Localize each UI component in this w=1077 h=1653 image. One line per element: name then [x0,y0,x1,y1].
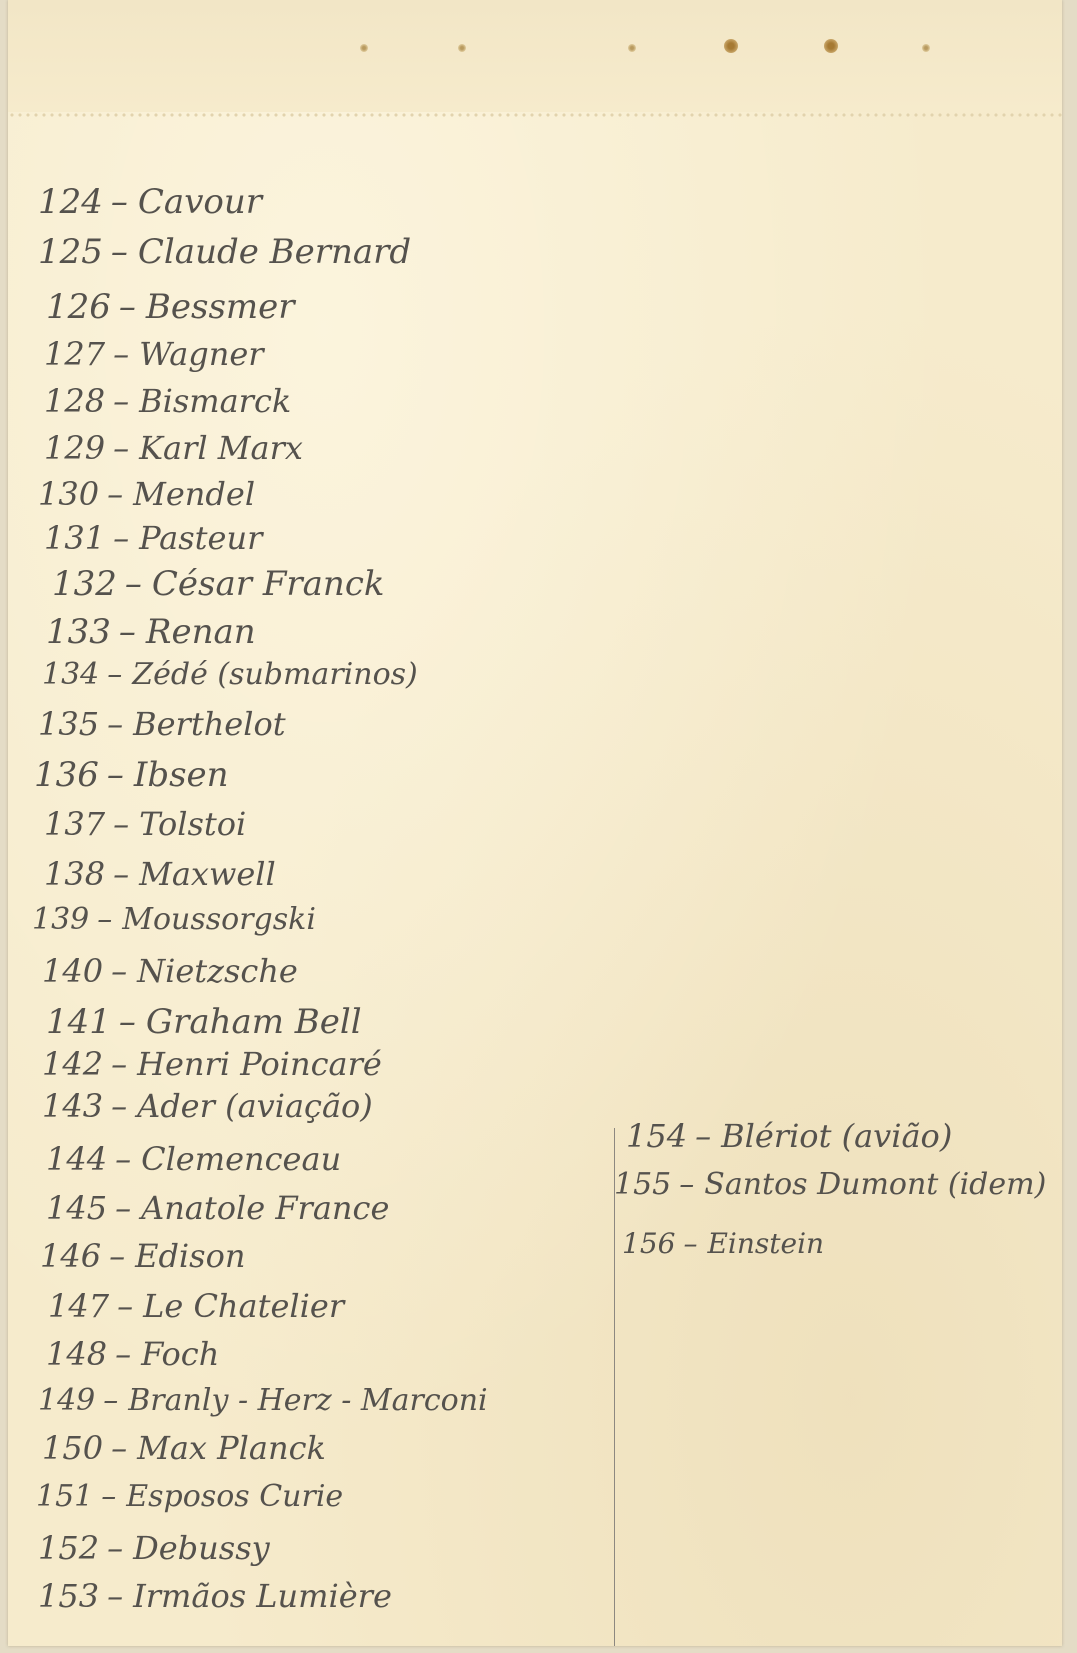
entry-dash: – [679,1167,695,1202]
list-entry [42,1429,326,1467]
entry-number: 135 [38,705,100,743]
list-entry [44,805,247,843]
entry-number: 145 [46,1189,108,1227]
list-entry [38,705,286,743]
entry-name: Bismarck [139,382,292,420]
entry-name: Claude Bernard [137,232,412,272]
entry-number: 156 [622,1227,676,1260]
entry-name: Einstein [707,1227,825,1260]
entry-name: César Franck [151,564,385,604]
entry-number: 154 [626,1117,688,1155]
entry-name: Foch [141,1335,220,1373]
list-entry [36,1479,344,1514]
entry-name: Bessmer [145,287,295,327]
entry-name: Henri Poincaré [137,1045,382,1083]
list-entry [46,1189,390,1227]
entry-number: 134 [42,657,100,692]
list-entry [46,1002,362,1042]
entry-number: 147 [48,1287,110,1325]
entry-dash: – [107,1577,124,1615]
entry-dash: – [109,1237,126,1275]
list-entry [44,335,264,373]
entry-dash: – [107,705,124,743]
column-divider [614,1128,615,1646]
entry-number: 140 [42,952,104,990]
entry-number: 136 [34,755,99,795]
entry-name: Blériot (avião) [721,1117,953,1155]
entry-number: 137 [44,805,106,843]
entry-dash: – [683,1227,698,1260]
entry-name: Debussy [133,1529,270,1567]
entry-number: 155 [614,1167,672,1202]
entry-dash: – [113,805,130,843]
list-entry [46,1335,220,1373]
entry-number: 143 [42,1087,104,1125]
list-entry [614,1167,1047,1202]
entry-dash: – [106,755,124,795]
list-entry [38,232,412,272]
perforation-line [8,112,1062,118]
entry-dash: – [107,1529,124,1567]
entry-dash: – [97,902,113,937]
entry-dash: – [110,182,128,222]
entry-name: Le Chatelier [143,1287,345,1325]
entry-name: Wagner [139,335,264,373]
staple-hole [922,44,930,52]
entry-dash: – [111,1087,128,1125]
entry-dash: – [111,1429,128,1467]
entry-number: 144 [46,1140,108,1178]
entry-dash: – [113,519,130,557]
entry-number: 142 [42,1045,104,1083]
entry-dash: – [101,1479,117,1514]
list-entry [44,429,303,467]
entry-number: 139 [32,902,90,937]
entry-number: 128 [44,382,106,420]
list-entry [42,657,418,692]
staple-hole [724,39,738,53]
entry-dash: – [103,1383,119,1418]
entry-dash: – [107,475,124,513]
entry-name: Tolstoi [139,805,247,843]
list-entry [44,519,263,557]
entry-number: 153 [38,1577,100,1615]
entry-name: Mendel [133,475,256,513]
entry-number: 148 [46,1335,108,1373]
entry-dash: – [115,1140,132,1178]
entry-number: 152 [38,1529,100,1567]
entry-dash: – [113,429,130,467]
entry-name: Max Planck [137,1429,326,1467]
entry-dash: – [113,855,130,893]
entry-name: Anatole France [141,1189,390,1227]
staple-hole [824,39,838,53]
entry-name: Graham Bell [145,1002,362,1042]
entry-name: Ibsen [133,755,229,795]
entry-name: Moussorgski [122,902,316,937]
entry-dash: – [117,1287,134,1325]
entry-dash: – [115,1335,132,1373]
entry-name: Irmãos Lumière [133,1577,392,1615]
list-entry [38,1383,488,1418]
entry-number: 146 [40,1237,102,1275]
entry-dash: – [118,612,136,652]
entry-name: Renan [145,612,256,652]
list-entry [40,1237,246,1275]
list-entry [38,1529,270,1567]
list-entry [44,855,276,893]
entry-dash: – [110,232,128,272]
entry-number: 125 [38,232,103,272]
entry-number: 130 [38,475,100,513]
entry-name: Clemenceau [141,1140,342,1178]
list-entry [46,612,256,652]
list-entry [48,1287,345,1325]
entry-name: Edison [135,1237,246,1275]
entry-number: 129 [44,429,106,467]
entry-name: Pasteur [139,519,263,557]
list-entry [46,1140,342,1178]
staple-hole [458,44,466,52]
list-entry [42,952,298,990]
entry-number: 141 [46,1002,111,1042]
notebook-page [8,0,1062,1646]
entry-name: Nietzsche [137,952,298,990]
list-entry [42,1045,382,1083]
entry-number: 126 [46,287,111,327]
entry-dash: – [111,1045,128,1083]
entry-number: 151 [36,1479,94,1514]
entry-number: 138 [44,855,106,893]
entry-name: Esposos Curie [126,1479,344,1514]
list-entry [626,1117,953,1155]
entry-name: Branly - Herz - Marconi [128,1383,488,1418]
entry-dash: – [113,382,130,420]
list-entry [38,182,263,222]
entry-dash: – [118,1002,136,1042]
entry-dash: – [107,657,123,692]
entry-number: 127 [44,335,106,373]
list-entry [46,287,295,327]
entry-name: Karl Marx [139,429,303,467]
staple-hole [360,44,368,52]
entry-number: 132 [52,564,117,604]
binding-strip [8,0,1062,112]
entry-name: Maxwell [139,855,276,893]
list-entry [52,564,385,604]
entry-dash: – [124,564,142,604]
list-entry [32,902,316,937]
list-entry [38,1577,392,1615]
entry-dash: – [695,1117,712,1155]
list-entry [38,475,256,513]
entry-name: Cavour [137,182,263,222]
entry-dash: – [118,287,136,327]
entry-dash: – [115,1189,132,1227]
staple-hole [628,44,636,52]
entry-number: 131 [44,519,106,557]
entry-number: 124 [38,182,103,222]
list-entry [44,382,292,420]
entry-name: Ader (aviação) [137,1087,373,1125]
list-entry [622,1227,825,1260]
entry-number: 149 [38,1383,96,1418]
entry-name: Santos Dumont (idem) [704,1167,1047,1202]
entry-number: 150 [42,1429,104,1467]
entry-number: 133 [46,612,111,652]
entry-dash: – [113,335,130,373]
entry-name: Berthelot [133,705,286,743]
entry-dash: – [111,952,128,990]
list-entry [42,1087,373,1125]
list-entry [34,755,229,795]
entry-name: Zédé (submarinos) [132,657,418,692]
